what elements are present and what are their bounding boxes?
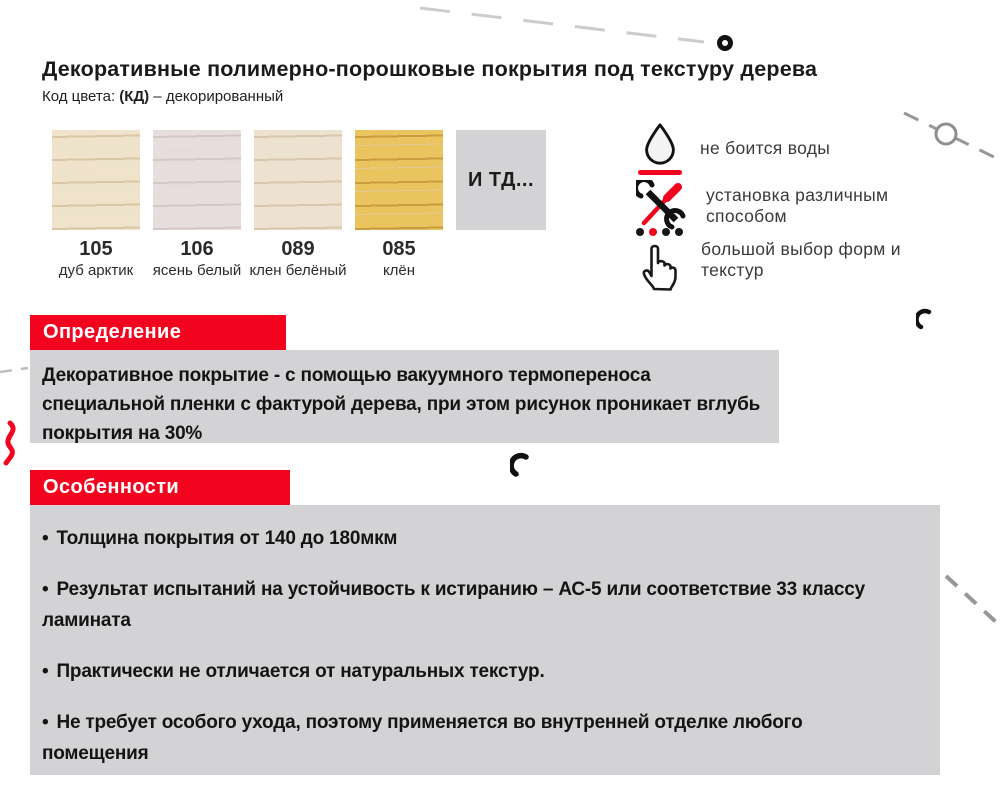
definition-body: Декоративное покрытие - с помощью вакуумного термопереноса специальной пленки с фактурой дерева, при этом рисунок проникает вглубь покрытия на 30% — [30, 350, 779, 443]
feature-choice — [636, 228, 941, 291]
swatch-label — [59, 238, 133, 279]
dot — [675, 228, 683, 236]
swatch-code: 105 — [79, 238, 113, 260]
color-code-subtitle — [42, 88, 283, 105]
swatch-code: 085 — [382, 238, 416, 260]
swatch-cell — [355, 130, 443, 279]
tools-icon — [636, 180, 688, 232]
swatch-code: 106 — [180, 238, 214, 260]
red-underline — [638, 170, 682, 175]
feature-label: установка различным способом — [706, 185, 889, 226]
dot — [662, 228, 670, 236]
wood-swatch-106 — [153, 130, 241, 230]
etc-box: И ТД... — [456, 130, 546, 230]
dashed-line-top — [412, 2, 712, 47]
features-body — [30, 505, 940, 775]
swatch-cell — [153, 130, 241, 279]
features-header: Особенности — [30, 470, 290, 505]
swatch-cell — [249, 130, 347, 279]
swatch-label — [382, 238, 415, 279]
bullet-item: • Толщина покрытия от 140 до 180мкм — [42, 523, 900, 554]
donut-dot — [717, 35, 733, 51]
bullet-item: • Практически не отличается от натуральных текстур. — [42, 656, 900, 687]
red-squiggle — [1, 420, 27, 466]
page-title: Декоративные полимерно-порошковые покрытия под текстуру дерева — [42, 57, 818, 81]
swatch-name: дуб арктик — [58, 262, 134, 279]
dashes-left — [0, 363, 30, 377]
swatch-name: клён — [382, 262, 416, 279]
wood-swatch-105 — [52, 130, 140, 230]
dot-red — [649, 228, 657, 236]
definition-header: Определение — [30, 315, 286, 350]
swatch-label — [249, 238, 346, 279]
subtitle-code: (КД) — [119, 88, 150, 105]
hand-icon — [637, 239, 683, 291]
swatch-row — [52, 130, 546, 279]
feature-water — [638, 122, 830, 175]
swatch-code: 089 — [281, 238, 315, 260]
swatch-name: ясень белый — [152, 262, 242, 279]
swatch-label — [153, 238, 241, 279]
swatch-name: клен белёный — [249, 262, 347, 279]
hand-choice-icon — [636, 228, 683, 291]
subtitle-suffix: – декорированный — [149, 88, 284, 105]
feature-label: большой выбор форм и текстур — [701, 238, 901, 280]
wood-swatch-085 — [355, 130, 443, 230]
feature-install — [636, 180, 931, 232]
features-bullet-list — [42, 523, 900, 769]
comma-mark — [916, 308, 936, 332]
bullet-item: • Не требует особого ухода, поэтому применяется во внутренней отделке любого помещения — [42, 707, 900, 769]
subtitle-prefix: Код цвета: — [42, 88, 120, 105]
water-drop-icon — [638, 122, 682, 175]
swatch-cell — [52, 130, 140, 279]
wood-swatch-089 — [254, 130, 342, 230]
dashes-bottom-right — [942, 572, 1000, 626]
feature-label: не боится воды — [700, 138, 831, 158]
dots-row — [636, 228, 683, 236]
dot — [636, 228, 644, 236]
dashed-circle-right — [898, 103, 1000, 165]
bullet-item: • Результат испытаний на устойчивость к истиранию – АС-5 или соответствие 33 классу ламината — [42, 574, 900, 636]
comma-mark — [510, 452, 534, 480]
